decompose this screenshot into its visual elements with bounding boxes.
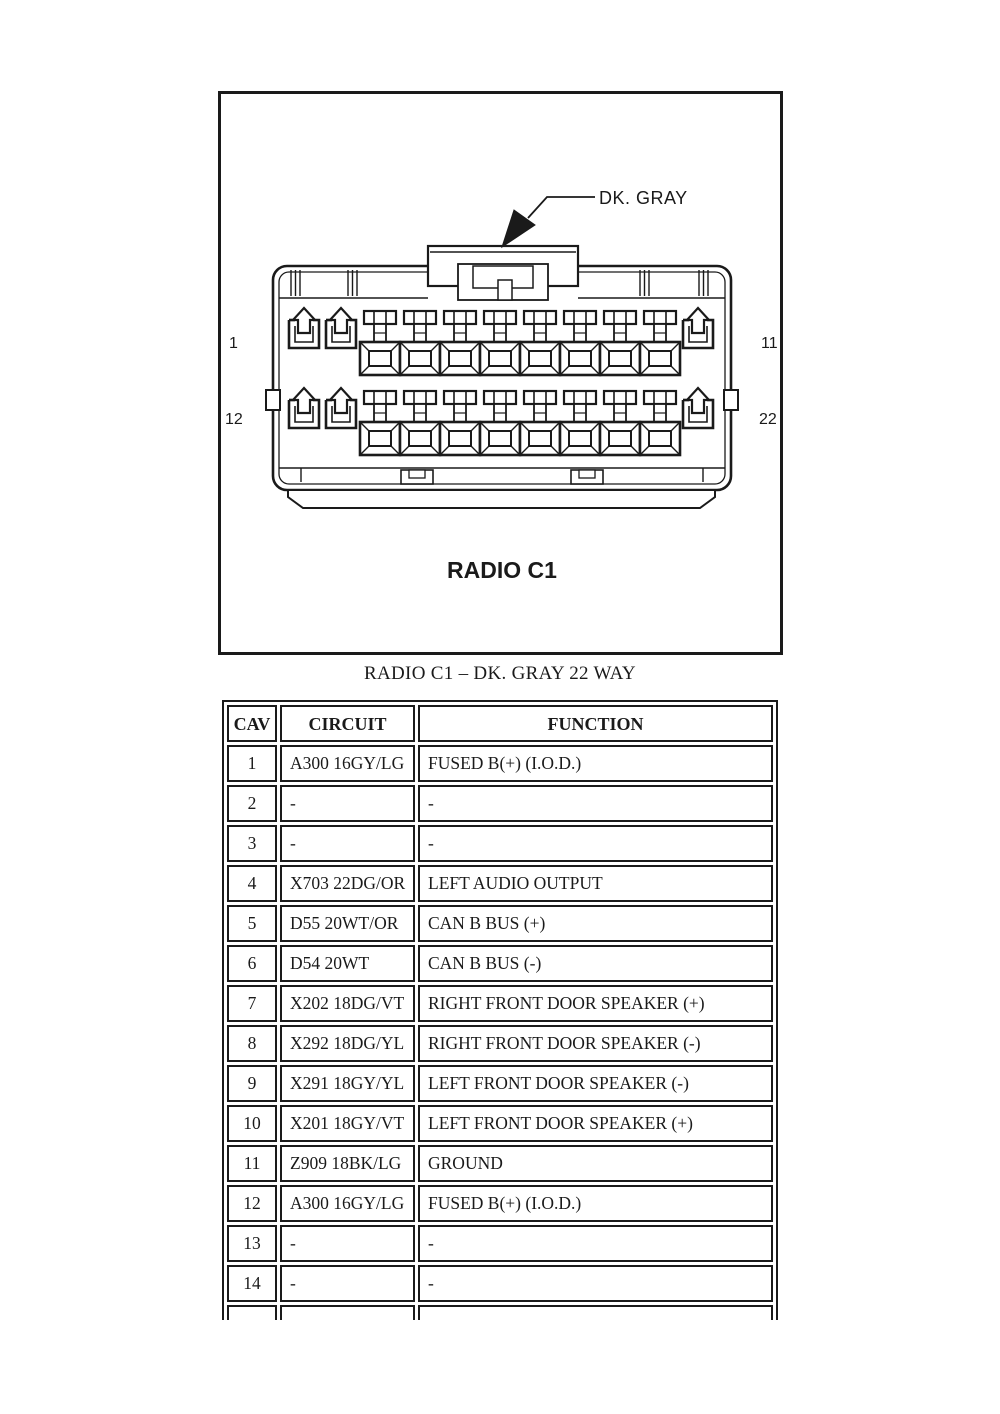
cell-circuit: Z909 18BK/LG (280, 1145, 415, 1182)
cell-function: LEFT AUDIO OUTPUT (418, 865, 773, 902)
cell-circuit: - (280, 785, 415, 822)
cell-cav: 12 (227, 1185, 277, 1222)
terminal-cavity (440, 311, 480, 375)
terminal-cavity (520, 391, 560, 455)
terminal-cavity (640, 311, 680, 375)
cell-cav: 1 (227, 745, 277, 782)
header-cav: CAV (227, 705, 277, 742)
table-header-row (227, 705, 773, 742)
cell-function: LEFT FRONT DOOR SPEAKER (+) (418, 1105, 773, 1142)
cell-function: - (418, 1265, 773, 1302)
table-row (227, 1225, 773, 1262)
header-circuit: CIRCUIT (280, 705, 415, 742)
cell-cav: 4 (227, 865, 277, 902)
pin-label-1: 1 (229, 335, 238, 352)
terminal-cavity (520, 311, 560, 375)
terminal-cavity (640, 391, 680, 455)
table-row (227, 865, 773, 902)
cell-empty (418, 1305, 773, 1320)
cell-cav: 14 (227, 1265, 277, 1302)
header-function: FUNCTION (418, 705, 773, 742)
table-row (227, 1105, 773, 1142)
cell-function: LEFT FRONT DOOR SPEAKER (-) (418, 1065, 773, 1102)
cell-cav: 6 (227, 945, 277, 982)
cell-function: - (418, 1225, 773, 1262)
terminal-cavity (480, 391, 520, 455)
table-row (227, 1185, 773, 1222)
cell-cav: 13 (227, 1225, 277, 1262)
cell-circuit: X703 22DG/OR (280, 865, 415, 902)
terminal-cavity (360, 391, 400, 455)
cell-cav: 7 (227, 985, 277, 1022)
table-row (227, 945, 773, 982)
cell-circuit: A300 16GY/LG (280, 745, 415, 782)
pin-label-22: 22 (759, 411, 777, 428)
connector-diagram (221, 94, 780, 652)
cell-function: - (418, 785, 773, 822)
table-row (227, 785, 773, 822)
table-row (227, 905, 773, 942)
terminal-cavity (600, 311, 640, 375)
table-row (227, 1145, 773, 1182)
terminal-cavity (480, 311, 520, 375)
table-row (227, 1065, 773, 1102)
pin-label-11: 11 (761, 335, 778, 352)
cell-circuit: - (280, 1225, 415, 1262)
pinout-table-container (222, 700, 778, 1320)
table-row (227, 825, 773, 862)
connector-color-label: DK. GRAY (599, 188, 688, 208)
terminal-cavity (400, 391, 440, 455)
table-row (227, 745, 773, 782)
terminal-cavity (600, 391, 640, 455)
cell-circuit: - (280, 1265, 415, 1302)
cell-circuit: D55 20WT/OR (280, 905, 415, 942)
callout-leader-line (528, 197, 595, 218)
connector-name-label: RADIO C1 (447, 557, 557, 583)
table-row (227, 1265, 773, 1302)
cell-function: RIGHT FRONT DOOR SPEAKER (+) (418, 985, 773, 1022)
color-callout (502, 188, 688, 247)
table-row (227, 1025, 773, 1062)
cell-circuit: - (280, 825, 415, 862)
cell-circuit: X202 18DG/VT (280, 985, 415, 1022)
cell-circuit: A300 16GY/LG (280, 1185, 415, 1222)
pin-label-12: 12 (225, 411, 243, 428)
cell-circuit: D54 20WT (280, 945, 415, 982)
terminal-cavity (440, 391, 480, 455)
pinout-table (222, 700, 778, 1320)
cell-cav: 8 (227, 1025, 277, 1062)
cell-cav: 3 (227, 825, 277, 862)
pinout-table-body (227, 745, 773, 1320)
terminal-cavity (560, 311, 600, 375)
cell-cav: 5 (227, 905, 277, 942)
cell-function: GROUND (418, 1145, 773, 1182)
cell-function: CAN B BUS (-) (418, 945, 773, 982)
cell-circuit: X292 18DG/YL (280, 1025, 415, 1062)
cell-function: - (418, 825, 773, 862)
cell-function: RIGHT FRONT DOOR SPEAKER (-) (418, 1025, 773, 1062)
terminal-cavity (360, 311, 400, 375)
connector-figure (218, 91, 783, 655)
table-caption: RADIO C1 – DK. GRAY 22 WAY (364, 663, 636, 684)
table-row (227, 985, 773, 1022)
cell-function: FUSED B(+) (I.O.D.) (418, 1185, 773, 1222)
cell-cav: 10 (227, 1105, 277, 1142)
terminal-cavity (400, 311, 440, 375)
cell-cav: 9 (227, 1065, 277, 1102)
cell-empty (227, 1305, 277, 1320)
cell-function: FUSED B(+) (I.O.D.) (418, 745, 773, 782)
cell-cav: 2 (227, 785, 277, 822)
cell-cav: 11 (227, 1145, 277, 1182)
cell-function: CAN B BUS (+) (418, 905, 773, 942)
connector-body (266, 266, 738, 508)
cell-empty (280, 1305, 415, 1320)
cell-circuit: X291 18GY/YL (280, 1065, 415, 1102)
terminal-cavity (560, 391, 600, 455)
cell-circuit: X201 18GY/VT (280, 1105, 415, 1142)
partial-row (227, 1305, 773, 1320)
